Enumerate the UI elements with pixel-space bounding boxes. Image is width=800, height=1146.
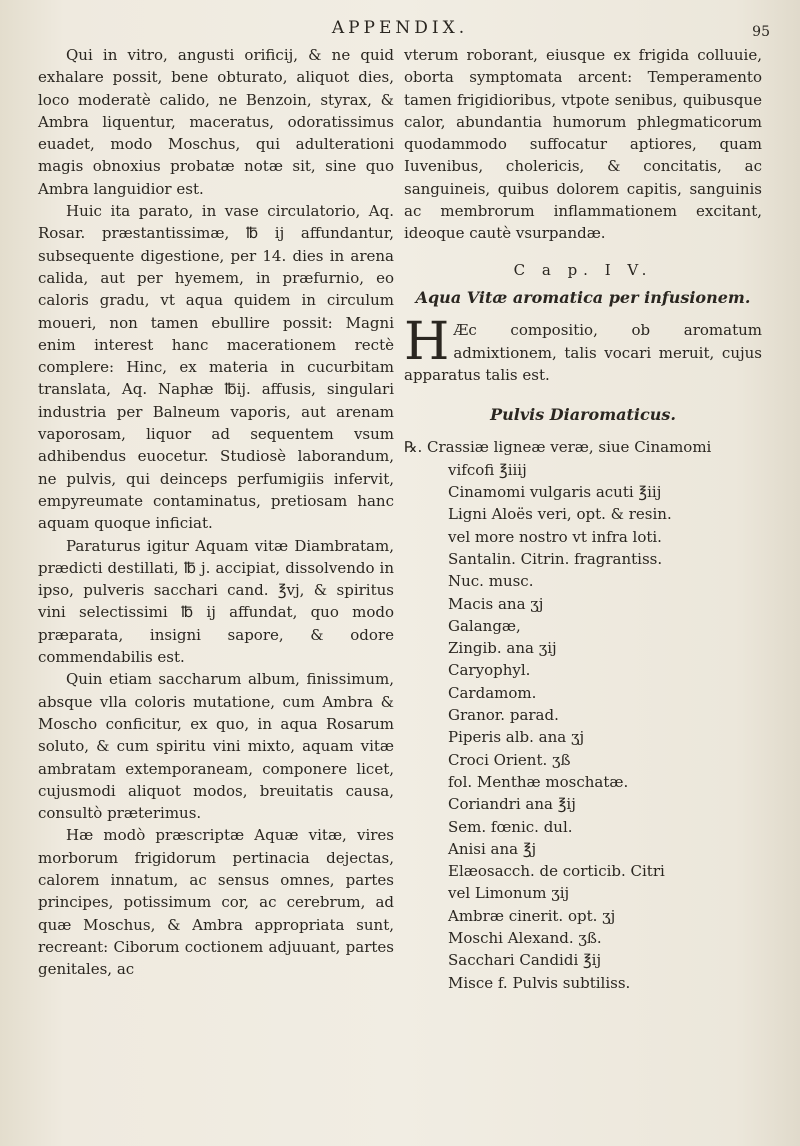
recipe-line: Ligni Aloës veri, opt. & resin. bbox=[448, 505, 672, 524]
paragraph: Hæ modò præscriptæ Aquæ vitæ, vires morborum frigidorum pertinacia dejectas, calorem innatum, ac sensus omnes, partes principes, potissimum cor, ac cerebrum, ad quæ Moschus, & Ambra appropriata sunt, recreant: Ciborum coctionem adjuuant, partes genitales, ac bbox=[38, 826, 394, 979]
recipe-line: Sacchari Candidi ℥ij bbox=[448, 951, 602, 970]
recipe-line: Caryophyl. bbox=[448, 661, 531, 680]
recipe-line: Santalin. Citrin. fragrantiss. bbox=[448, 549, 663, 568]
chapter-text: Æc compositio, ob aromatum admixtionem, talis vocari meruit, cujus apparatus talis est. bbox=[404, 321, 762, 384]
recipe-line: Galangæ, bbox=[448, 616, 521, 635]
recipe-line: Elæosacch. de corticib. Citri bbox=[448, 862, 665, 881]
paragraph: Paraturus igitur Aquam vitæ Diambratam, prædicti destillati, ℔ j. accipiat, dissolvendo in ipso, pulveris sacchari cand. ℥vj, & spiritus vini selectissimi ℔ ij affundat, quo modo præparata, insigni sapore, & odore commendabilis est. bbox=[38, 536, 394, 667]
page-number: 95 bbox=[752, 24, 770, 40]
recipe-line: vel Limonum ʒij bbox=[448, 884, 570, 903]
recipe-line: Ambræ cinerit. opt. ʒj bbox=[448, 906, 616, 925]
recipe-line: Macis ana ʒj bbox=[448, 594, 544, 613]
recipe-line: ℞. Crassiæ ligneæ veræ, siue Cinamomi bbox=[404, 438, 712, 457]
drop-cap: H bbox=[404, 312, 450, 373]
recipe-line: Zingib. ana ʒij bbox=[448, 639, 557, 658]
paragraph: vterum roborant, eiusque ex frigida colluuie, oborta symptomata arcent: Temperamento tamen frigidioribus, vtpote senibus, quibusque calor, abundantia humorum phlegmaticorum quodammodo suffocatur aptiores, quam Iuvenibus, cholericis, & concitatis, ac sanguineis, quibus dolorem capitis, sanguinis ac membrorum inflammationem excitant, ideoque cautè vsurpandæ. bbox=[404, 46, 762, 243]
recipe-line: Misce f. Pulvis subtiliss. bbox=[448, 973, 631, 992]
recipe-line: Piperis alb. ana ʒj bbox=[448, 728, 585, 747]
running-head: APPENDIX. bbox=[331, 18, 469, 38]
recipe-line: Sem. fœnic. dul. bbox=[448, 817, 573, 836]
right-column bbox=[404, 44, 762, 994]
recipe-list bbox=[404, 436, 762, 993]
recipe-line: Anisi ana ℥j bbox=[448, 839, 537, 858]
recipe-line: fol. Menthæ moschatæ. bbox=[448, 772, 629, 791]
recipe-line: Moschi Alexand. ʒß. bbox=[448, 928, 602, 947]
recipe-line: Nuc. musc. bbox=[448, 572, 534, 591]
recipe-line: Croci Orient. ʒß bbox=[448, 750, 571, 769]
recipe-line: vifcofi ℥iiij bbox=[448, 460, 527, 479]
paragraph: Huic ita parato, in vase circulatorio, Aq. Rosar. præstantissimæ, ℔ ij affundantur, subsequente digestione, per 14. dies in arena calida, aut per hyemem, in præfurnio, eo caloris gradu, vt aqua quidem in circulum moueri, non tamen ebullire possit: Magni enim interest hanc macerationem rectè complere: Hinc, ex materia in cucurbitam translata, Aq. Naphæ ℔ij. affusis, singulari industria per Balneum vaporis, aut arenam vaporosam, liquor ad sequentem vsum adhibendus euocetur. Studiosè laborandum, ne pulvis, qui deinceps perfumigiis infervit, empyreumate contaminatus, pretiosam hanc aquam quoque inficiat. bbox=[38, 202, 394, 533]
chapter-paragraph bbox=[404, 312, 762, 386]
recipe-line: Coriandri ana ℥ij bbox=[448, 795, 576, 814]
chapter-label: C a p. I V. bbox=[513, 260, 653, 279]
chapter-title: Aqua Vitæ aromatica per infusionem. bbox=[415, 287, 751, 307]
recipe-line: Cinamomi vulgaris acuti ℥iij bbox=[448, 483, 662, 502]
left-column bbox=[38, 44, 394, 980]
recipe-line: Granor. parad. bbox=[448, 706, 559, 725]
recipe-line: Cardamom. bbox=[448, 683, 537, 702]
paragraph: Qui in vitro, angusti orificij, & ne quid exhalare possit, bene obturato, aliquot dies, loco moderatè calido, ne Benzoin, styrax, & Ambra liquentur, maceratus, odoratissimus euadet, modo Moschus, qui adulterationi magis obnoxius probatæ notæ sit, sine quo Ambra languidior est. bbox=[38, 46, 394, 198]
paragraph: Quin etiam saccharum album, finissimum, absque vlla coloris mutatione, cum Ambra & Moscho conficitur, ex quo, in aqua Rosarum soluto, & cum spiritu vini mixto, aquam vitæ ambratam extemporaneam, componere licet, cujusmodi aliquot modos, breuitatis causa, consultò præterimus. bbox=[38, 670, 394, 823]
recipe-title: Pulvis Diaromaticus. bbox=[490, 405, 676, 425]
recipe-line: vel more nostro vt infra loti. bbox=[448, 527, 662, 546]
